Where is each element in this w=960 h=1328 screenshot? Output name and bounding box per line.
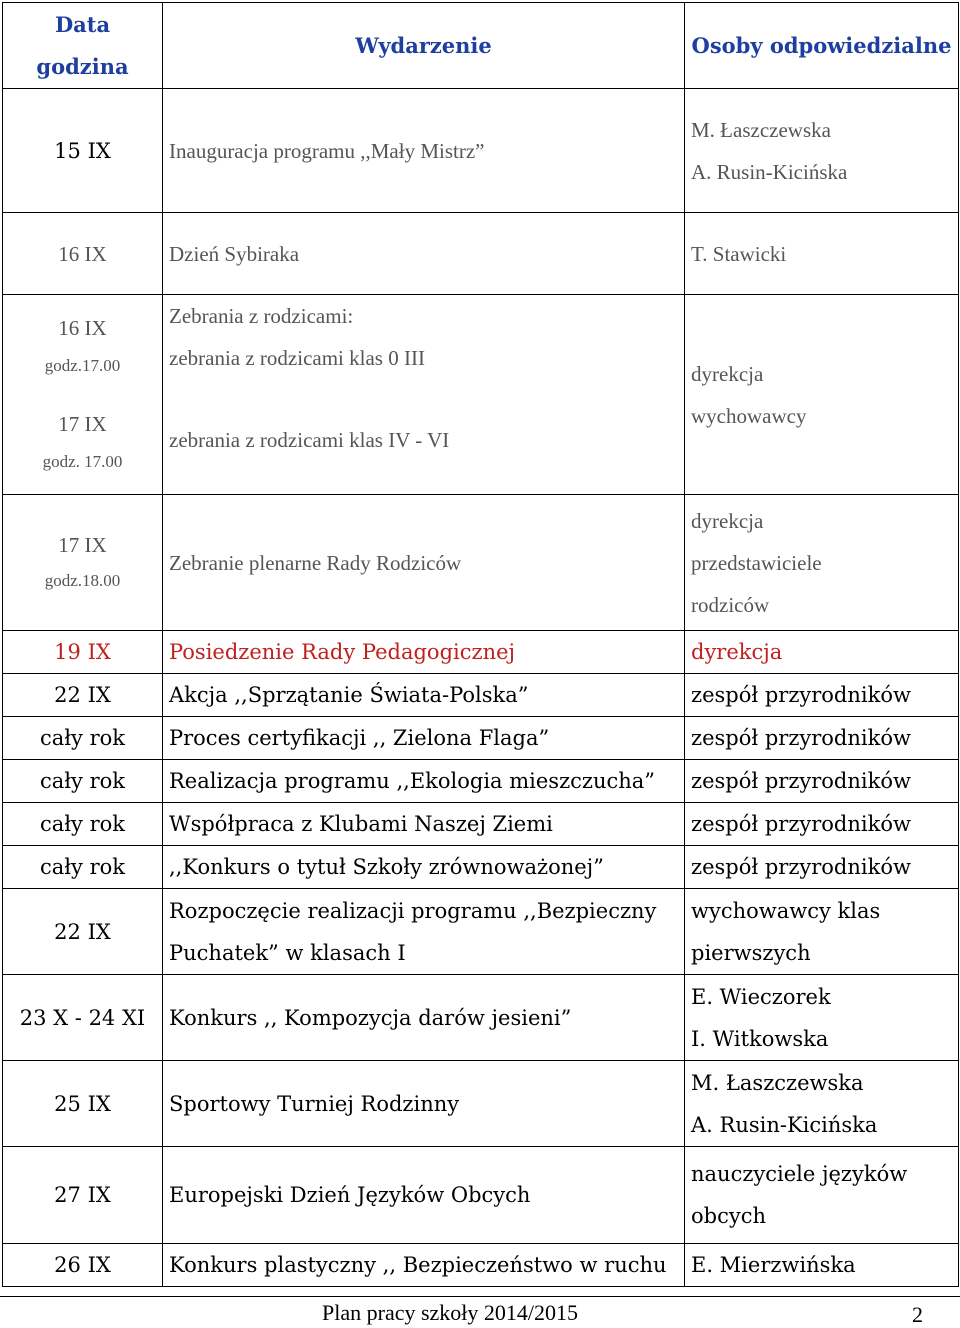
table-row bbox=[3, 975, 959, 1061]
event-line: zebrania z rodzicami klas IV - VI bbox=[169, 428, 450, 452]
row-persons bbox=[685, 495, 959, 631]
row-persons bbox=[685, 631, 959, 674]
person-name: nauczyciele języków bbox=[691, 1162, 908, 1186]
person-name: A. Rusin-Kicińska bbox=[691, 1112, 878, 1137]
table-header-row bbox=[3, 3, 959, 89]
table-row bbox=[3, 1061, 959, 1147]
row-persons bbox=[685, 889, 959, 975]
person-name: obcych bbox=[691, 1204, 766, 1228]
row-date: cały rok bbox=[3, 803, 163, 846]
table-row bbox=[3, 295, 959, 495]
row-date bbox=[3, 295, 163, 495]
person-name: I. Witkowska bbox=[691, 1026, 829, 1051]
person-name: dyrekcja bbox=[691, 361, 764, 386]
table-row bbox=[3, 1244, 959, 1287]
row-event: Proces certyfikacji ,, Zielona Flaga” bbox=[163, 717, 685, 760]
row-date: cały rok bbox=[3, 717, 163, 760]
row-date: 27 IX bbox=[3, 1147, 163, 1244]
page-footer bbox=[0, 1296, 960, 1326]
row-date: 22 IX bbox=[3, 674, 163, 717]
row-event bbox=[163, 295, 685, 495]
row-event: Dzień Sybiraka bbox=[163, 213, 685, 295]
person-name: przedstawiciele bbox=[691, 550, 822, 575]
page-number: 2 bbox=[912, 1302, 923, 1327]
row-persons: E. Mierzwińska bbox=[685, 1244, 959, 1287]
row-persons bbox=[685, 1147, 959, 1244]
person-name: M. Łaszczewska bbox=[691, 117, 831, 142]
row-event: Europejski Dzień Języków Obcych bbox=[163, 1147, 685, 1244]
row-event: Konkurs ,, Kompozycja darów jesieni” bbox=[163, 975, 685, 1061]
table-row bbox=[3, 1147, 959, 1244]
event-line: Rozpoczęcie realizacji programu ,,Bezpieczny bbox=[169, 898, 657, 923]
person-name: dyrekcja bbox=[691, 640, 783, 664]
time-line: godz.18.00 bbox=[44, 570, 121, 590]
date-line: 17 IX bbox=[58, 411, 107, 436]
footer-title: Plan pracy szkoły 2014/2015 bbox=[322, 1300, 579, 1325]
table-row bbox=[3, 846, 959, 889]
row-persons bbox=[685, 213, 959, 295]
plan-table bbox=[2, 2, 959, 1287]
footer-rule bbox=[0, 1296, 960, 1297]
person-name: dyrekcja bbox=[691, 508, 764, 533]
row-date: 19 IX bbox=[3, 631, 163, 674]
row-date: 15 IX bbox=[3, 89, 163, 213]
person-name: A. Rusin-Kicińska bbox=[691, 159, 848, 184]
event-line: Zebrania z rodzicami: bbox=[169, 304, 354, 328]
row-date: cały rok bbox=[3, 846, 163, 889]
row-date: 16 IX bbox=[3, 213, 163, 295]
table-row bbox=[3, 674, 959, 717]
person-name: T. Stawicki bbox=[691, 241, 787, 266]
row-persons: zespół przyrodników bbox=[685, 717, 959, 760]
header-event: Wydarzenie bbox=[163, 3, 685, 89]
table-row bbox=[3, 89, 959, 213]
event-line: zebrania z rodzicami klas 0 III bbox=[169, 346, 425, 370]
date-line: 16 IX bbox=[58, 315, 107, 340]
person-name: wychowawcy klas bbox=[691, 898, 881, 923]
header-date: Data godzina bbox=[3, 3, 163, 89]
row-event: Zebranie plenarne Rady Rodziców bbox=[163, 495, 685, 631]
row-event bbox=[163, 889, 685, 975]
event-line: Puchatek” w klasach I bbox=[169, 940, 406, 965]
row-event: Posiedzenie Rady Pedagogicznej bbox=[163, 631, 685, 674]
row-persons bbox=[685, 1061, 959, 1147]
row-event: Współpraca z Klubami Naszej Ziemi bbox=[163, 803, 685, 846]
row-date: 26 IX bbox=[3, 1244, 163, 1287]
table-row bbox=[3, 889, 959, 975]
table-row bbox=[3, 760, 959, 803]
row-date: cały rok bbox=[3, 760, 163, 803]
row-event: Konkurs plastyczny ,, Bezpieczeństwo w ruchu bbox=[163, 1244, 685, 1287]
person-name: M. Łaszczewska bbox=[691, 1070, 864, 1095]
row-date: 22 IX bbox=[3, 889, 163, 975]
person-name: E. Wieczorek bbox=[691, 984, 831, 1009]
table-row bbox=[3, 631, 959, 674]
row-date: 23 X - 24 XI bbox=[3, 975, 163, 1061]
table-row bbox=[3, 495, 959, 631]
person-name: pierwszych bbox=[691, 940, 811, 965]
person-name: wychowawcy bbox=[691, 403, 807, 428]
table-row bbox=[3, 803, 959, 846]
date-line: 17 IX bbox=[58, 532, 107, 557]
row-persons bbox=[685, 975, 959, 1061]
table-row bbox=[3, 717, 959, 760]
row-persons: zespół przyrodników bbox=[685, 803, 959, 846]
row-date: 25 IX bbox=[3, 1061, 163, 1147]
row-persons: zespół przyrodników bbox=[685, 674, 959, 717]
row-persons bbox=[685, 295, 959, 495]
table-row bbox=[3, 213, 959, 295]
row-event: Realizacja programu ,,Ekologia mieszczucha” bbox=[163, 760, 685, 803]
row-persons: zespół przyrodników bbox=[685, 760, 959, 803]
time-line: godz.17.00 bbox=[44, 355, 121, 375]
row-date bbox=[3, 495, 163, 631]
row-event: Inauguracja programu ,,Mały Mistrz” bbox=[163, 89, 685, 213]
row-persons: zespół przyrodników bbox=[685, 846, 959, 889]
row-event: Akcja ,,Sprzątanie Świata-Polska” bbox=[163, 674, 685, 717]
row-event: ,,Konkurs o tytuł Szkoły zrównoważonej” bbox=[163, 846, 685, 889]
person-name: rodziców bbox=[691, 592, 770, 617]
header-persons: Osoby odpowiedzialne bbox=[685, 3, 959, 89]
row-event: Sportowy Turniej Rodzinny bbox=[163, 1061, 685, 1147]
row-persons bbox=[685, 89, 959, 213]
time-line: godz. 17.00 bbox=[42, 451, 123, 471]
